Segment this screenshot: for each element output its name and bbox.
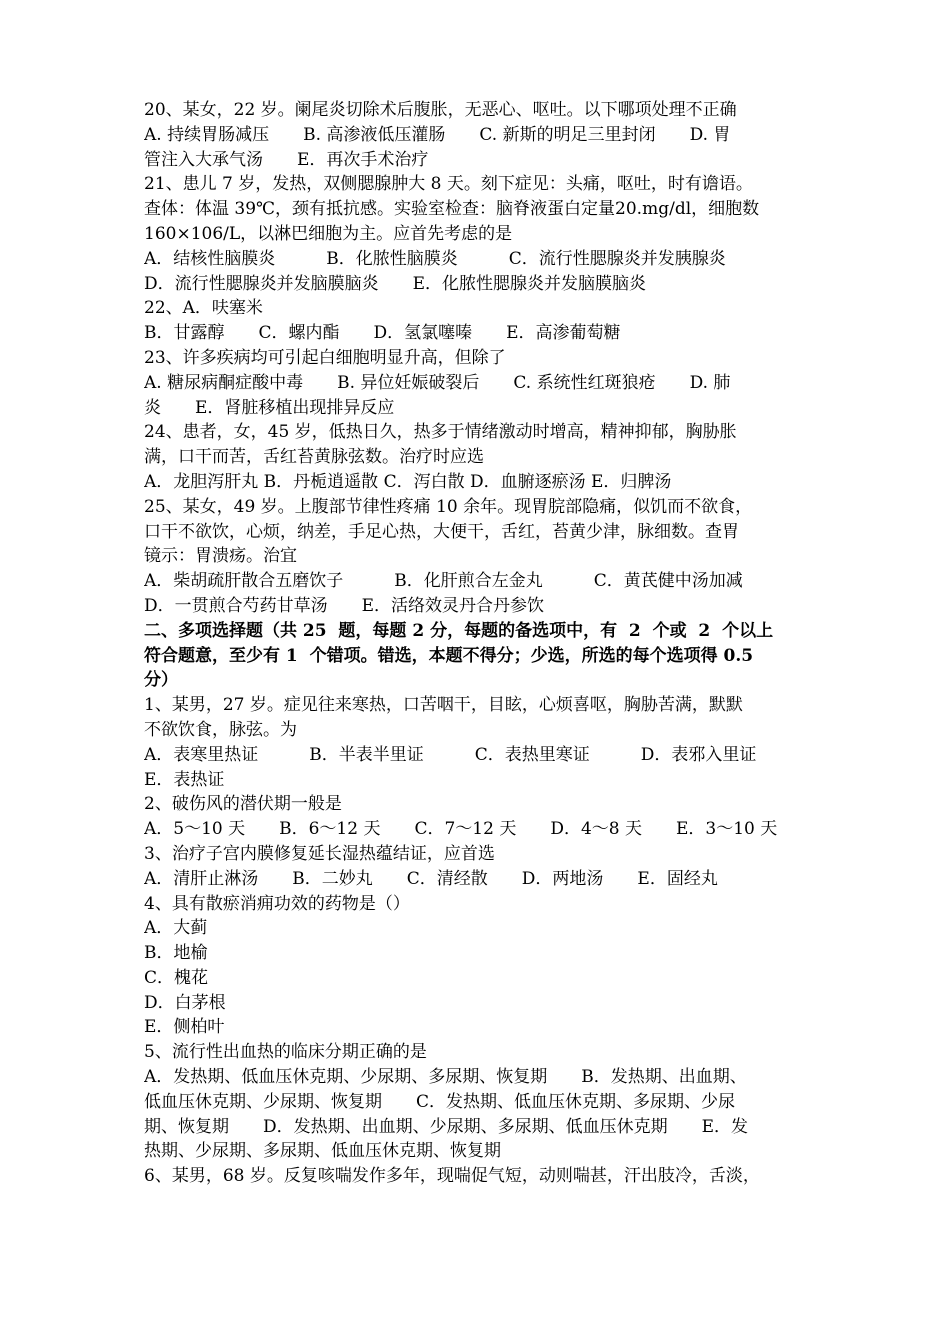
q23-options-line1: A. 糖尿病酮症酸中毒 B. 异位妊娠破裂后 C. 系统性红斑狼疮 D. 肺 [144, 372, 731, 393]
q22-stem: 22、A．呋塞米 [144, 298, 263, 319]
mq4-option-b: B．地榆 [144, 943, 208, 964]
mq1-options-line2: E．表热证 [144, 769, 225, 790]
mq5-options-line2: 低血压休克期、少尿期、恢复期 C．发热期、低血压休克期、多尿期、少尿 [144, 1091, 736, 1112]
q24-stem-line1: 24、患者，女，45 岁，低热日久，热多于情绪激动时增高，精神抑郁，胸胁胀 [144, 422, 737, 443]
mq4-option-d: D．白茅根 [144, 992, 226, 1013]
mq1-options-line1: A．表寒里热证 B．半表半里证 C．表热里寒证 D．表邪入里证 [144, 744, 757, 765]
q24-options: A．龙胆泻肝丸 B．丹栀逍遥散 C．泻白散 D．血腑逐瘀汤 E．归脾汤 [144, 471, 672, 492]
q20-options-line1: A. 持续胃肠减压 B. 高渗液低压灌肠 C. 新斯的明足三里封闭 D. 胃 [144, 124, 731, 145]
q21-stem-line1: 21、患儿 7 岁，发热，双侧腮腺肿大 8 天。刻下症见：头痛，呕吐，时有谵语。 [144, 174, 753, 195]
mq1-stem-line2: 不欲饮食，脉弦。为 [144, 719, 297, 740]
q25-stem-line1: 25、某女，49 岁。上腹部节律性疼痛 10 余年。现胃脘部隐痛，似饥而不欲食， [144, 496, 753, 517]
q24-stem-line2: 满，口干而苦，舌红苔黄脉弦数。治疗时应选 [144, 447, 484, 468]
q21-options-line1: A．结核性脑膜炎 B．化脓性脑膜炎 C．流行性腮腺炎并发胰腺炎 [144, 248, 726, 269]
q20-options-line2: 管注入大承气汤 E．再次手术治疗 [144, 149, 429, 170]
mq5-options-line4: 热期、少尿期、多尿期、低血压休克期、恢复期 [144, 1141, 501, 1162]
mq6-stem-line1: 6、某男，68 岁。反复咳喘发作多年，现喘促气短，动则喘甚，汗出肢冷，舌淡， [144, 1166, 760, 1187]
mq1-stem-line1: 1、某男，27 岁。症见往来寒热，口苦咽干，目眩，心烦喜呕，胸胁苦满，默默 [144, 695, 743, 716]
mq4-option-c: C．槐花 [144, 967, 209, 988]
q25-stem-line2: 口干不欲饮，心烦，纳差，手足心热，大便干，舌红，苔黄少津，脉细数。查胃 [144, 521, 739, 542]
document-page [144, 98, 812, 1189]
q25-options-line2: D．一贯煎合芍药甘草汤 E．活络效灵丹合丹参饮 [144, 595, 545, 616]
mq5-options-line1: A．发热期、低血压休克期、少尿期、多尿期、恢复期 B．发热期、出血期、 [144, 1067, 747, 1088]
q21-options-line2: D．流行性腮腺炎并发脑膜脑炎 E．化脓性腮腺炎并发脑膜脑炎 [144, 273, 647, 294]
mq5-options-line3: 期、恢复期 D．发热期、出血期、少尿期、多尿期、低血压休克期 E．发 [144, 1116, 749, 1137]
mq3-options: A．清肝止淋汤 B．二妙丸 C．清经散 D．两地汤 E．固经丸 [144, 868, 718, 889]
mq4-option-e: E．侧柏叶 [144, 1017, 225, 1038]
mq2-options: A．5～10 天 B．6～12 天 C．7～12 天 D．4～8 天 E．3～10 天 [144, 819, 778, 840]
q25-stem-line3: 镜示：胃溃疡。治宜 [144, 546, 297, 567]
q25-options-line1: A．柴胡疏肝散合五磨饮子 B．化肝煎合左金丸 C．黄芪健中汤加减 [144, 571, 743, 592]
section-heading-line1: 二、多项选择题（共 25 题，每题 2 分，每题的备选项中，有 2 个或 2 个以上 [144, 620, 774, 641]
q20-stem: 20、某女，22 岁。阑尾炎切除术后腹胀，无恶心、呕吐。以下哪项处理不正确 [144, 100, 737, 120]
mq4-stem: 4、具有散瘀消痈功效的药物是（） [144, 893, 410, 914]
q23-options-line2: 炎 E．肾脏移植出现排异反应 [144, 397, 395, 418]
mq3-stem: 3、治疗子宫内膜修复延长湿热蕴结证，应首选 [144, 843, 495, 864]
q23-stem: 23、许多疾病均可引起白细胞明显升高，但除了 [144, 347, 506, 368]
section-heading-line2: 符合题意，至少有 1 个错项。错选，本题不得分；少选，所选的每个选项得 0.5 [144, 645, 754, 666]
mq2-stem: 2、破伤风的潜伏期一般是 [144, 794, 342, 815]
q22-options: B．甘露醇 C．螺内酯 D．氢氯噻嗪 E．高渗葡萄糖 [144, 323, 621, 344]
section-heading-line3: 分） [144, 670, 178, 691]
q21-stem-line3: 160×106/L，以淋巴细胞为主。应首先考虑的是 [144, 223, 513, 244]
q21-stem-line2: 查体：体温 39℃，颈有抵抗感。实验室检查：脑脊液蛋白定量20.mg/dl，细胞数 [144, 199, 760, 220]
mq5-stem: 5、流行性出血热的临床分期正确的是 [144, 1042, 427, 1063]
mq4-option-a: A．大蓟 [144, 918, 208, 939]
